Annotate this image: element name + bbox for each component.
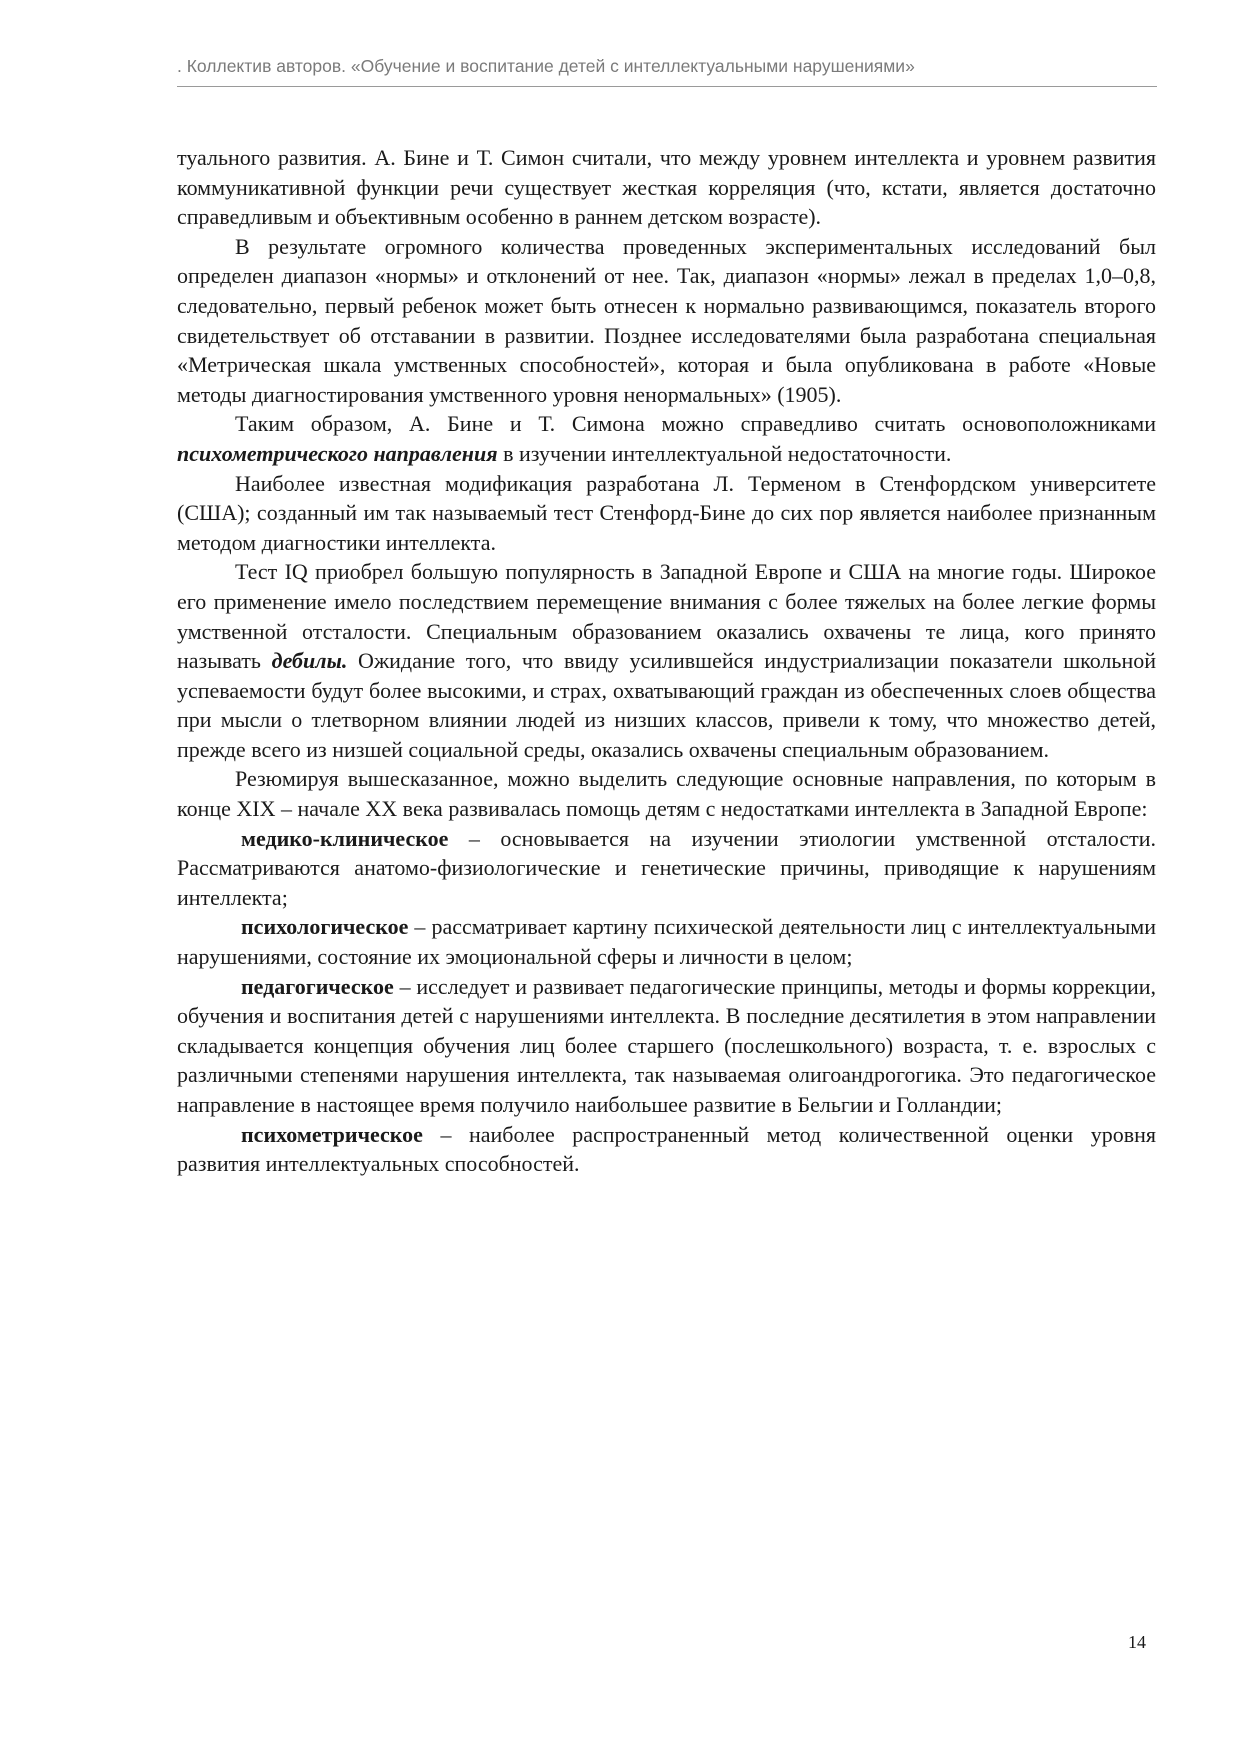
header-divider [177,86,1157,87]
page-number: 14 [1128,1632,1146,1652]
direction-item [177,824,1156,913]
paragraph-text: в изучении интеллектуальной недостаточности. [497,440,952,466]
direction-description: – наиболее распространенный метод количественной оценки уровня развития интеллектуальных способностей. [177,1121,1156,1177]
running-header: . Коллектив авторов. «Обучение и воспитание детей с интеллектуальными нарушениями» [177,56,915,76]
direction-description: – исследует и развивает педагогические принципы, методы и формы коррекции, обучения и воспитания детей с нарушениями интеллекта. В последние десятилетия в этом направлении складывается концепция обучения лиц более старшего (послешкольного) возраста, т. е. взрослых с различными степенями нарушения интеллекта, так называемая олигоандрогогика. Это педагогическое направление в настоящее время получило наибольшее развитие в Бельгии и Голландии; [177,973,1156,1117]
direction-item [177,912,1156,971]
direction-item [177,972,1156,1120]
paragraph-text: Тест IQ приобрел большую популярность в Западной Европе и США на многие годы. Широкое его применение имело последствием перемещение внимания с более тяжелых на более легкие формы умственной отсталости. Специальным образованием оказались охвачены те лица, кого принято называть [177,559,1156,674]
paragraph [177,409,1156,468]
paragraph: туального развития. А. Бине и Т. Симон считали, что между уровнем интеллекта и уровнем развития коммуникативной функции речи существует жесткая корреляция (что, кстати, является достаточно справедливым и объективным особенно в раннем детском возрасте). [177,145,1156,230]
paragraph-text: Ожидание того, что ввиду усилившейся индустриализации показатели школьной успеваемости будут более высокими, и страх, охватывающий граждан из обеспеченных слоев общества при мысли о тлетворном влиянии людей из низших классов, привели к тому, что множество детей, прежде всего из низшей социальной среды, оказались охвачены специальным образованием. [177,648,1156,762]
page-body [177,143,1156,1179]
direction-term: психометрическое [241,1121,423,1147]
direction-description: – основывается на изучении этиологии умственной отсталости. Рассматриваются анатомо-физиологические и генетические причины, приводящие к нарушениям интеллекта; [177,825,1156,910]
direction-item [177,1120,1156,1179]
paragraph [177,557,1156,764]
direction-term: медико-клиническое [241,825,449,851]
emphasized-term: дебилы. [271,648,348,674]
emphasized-term: психометрического направления [177,440,498,466]
paragraph-text: Таким образом, А. Бине и Т. Симона можно справедливо считать основоположниками [235,411,1156,437]
direction-description: – рассматривает картину психической деятельности лиц с интеллектуальными нарушениями, состояние их эмоциональной сферы и личности в целом; [177,914,1156,970]
direction-term: психологическое [241,914,409,940]
paragraph: Наиболее известная модификация разработана Л. Терменом в Стенфордском университете (США); созданный им так называемый тест Стенфорд-Бине до сих пор является наиболее признанным методом диагностики интеллекта. [177,470,1156,555]
paragraph: В результате огромного количества проведенных экспериментальных исследований был определен диапазон «нормы» и отклонений от нее. Так, диапазон «нормы» лежал в пределах 1,0–0,8, следовательно, первый ребенок может быть отнесен к нормально развивающимся, показатель второго свидетельствует об отставании в развитии. Позднее исследователями была разработана специальная «Метрическая шкала умственных способностей», которая и была опубликована в работе «Новые методы диагностирования умственного уровня ненормальных» (1905). [177,233,1156,407]
direction-term: педагогическое [241,973,394,999]
paragraph: Резюмируя вышесказанное, можно выделить следующие основные направления, по которым в конце XIX – начале XX века развивалась помощь детям с недостатками интеллекта в Западной Европе: [177,766,1156,822]
